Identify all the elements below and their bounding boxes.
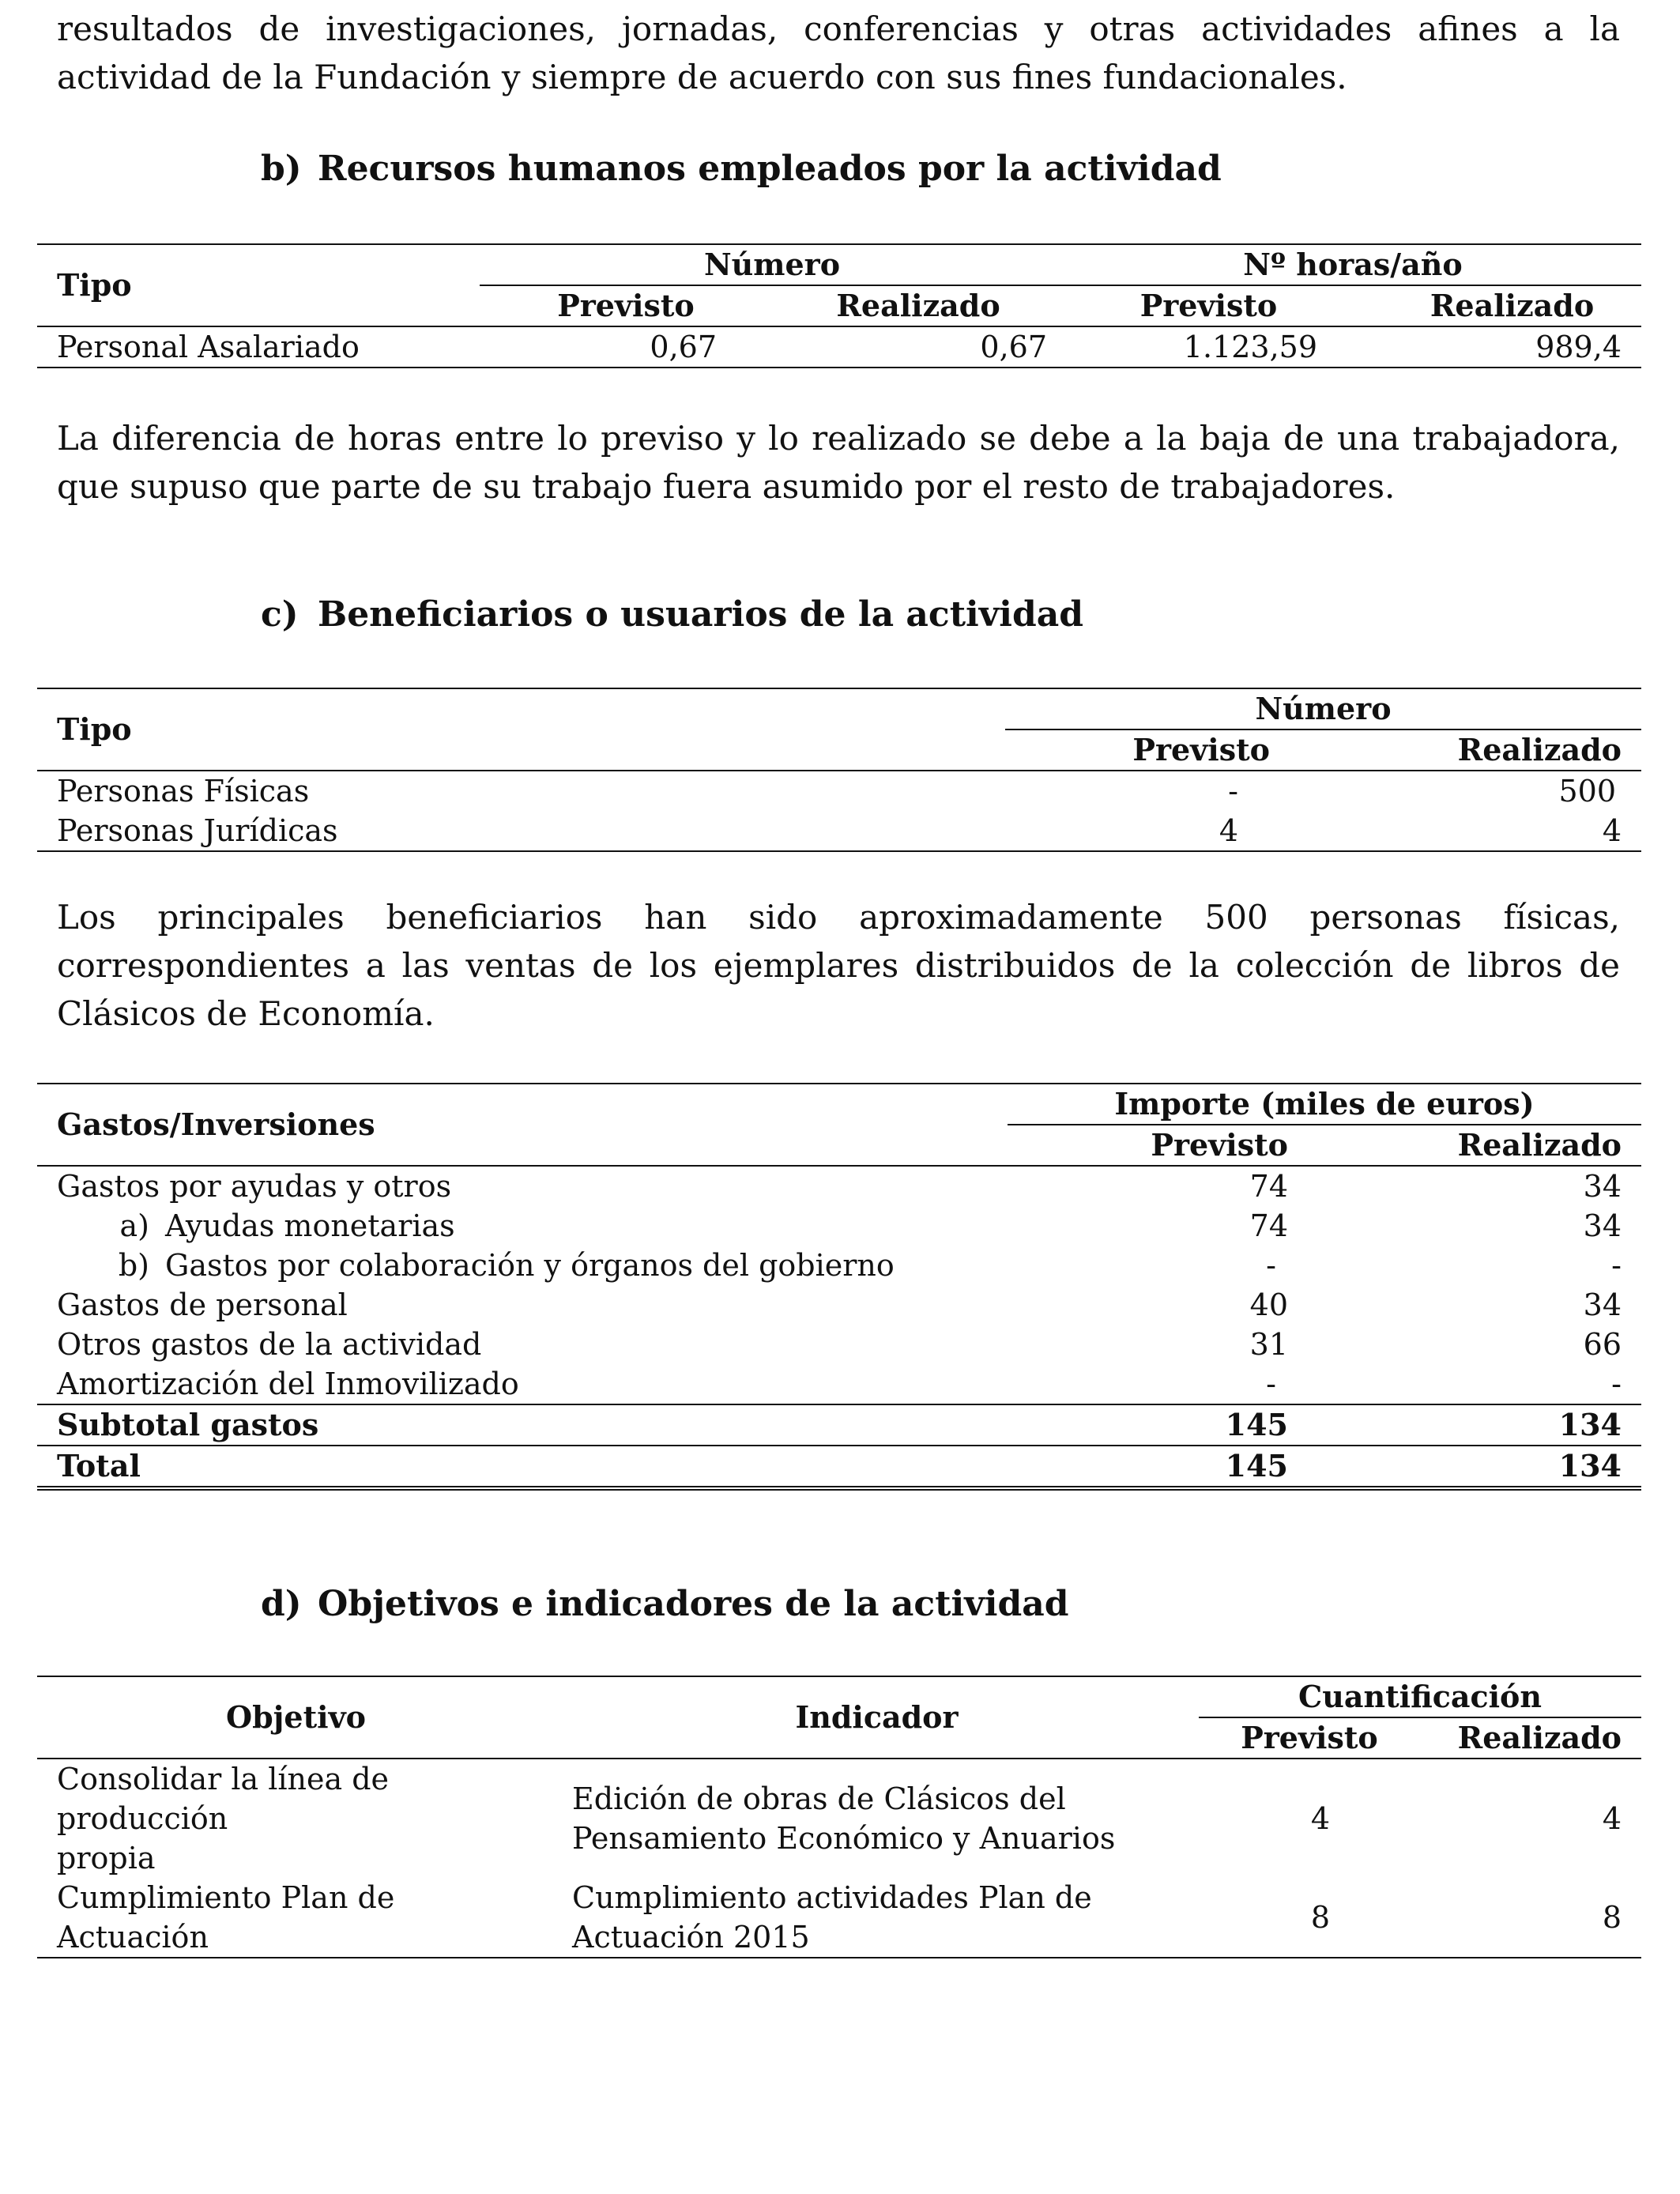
total-realizado: 134 [1558,1448,1622,1483]
objetivos-table [37,1676,1641,1958]
row-indicador [555,1759,1199,1878]
row-label: Amortización del Inmovilizado [57,1367,519,1401]
row-realizado: - [1611,1248,1622,1283]
row-num-previsto: 0,67 [650,330,717,364]
section-d-heading [261,1584,1069,1624]
row-indicador-line-2: Actuación 2015 [572,1920,810,1955]
table-row [37,1325,1641,1364]
subtotal-row [37,1404,1641,1446]
realizado-header: Realizado [1457,732,1622,767]
section-c-note: Los principales beneficiarios han sido aproximadamente 500 personas físicas, correspondientes a las ventas de los ejemplares distribuidos de la colección de libros de Clásicos de Economía. [57,898,1620,1033]
table-row [37,1878,1641,1958]
col-tipo-header: Tipo [37,244,480,326]
group-numero-header: Número [480,244,1064,285]
table-row [37,326,1641,368]
col-objetivo-header: Objetivo [37,1676,555,1759]
row-previsto: 74 [1249,1169,1288,1204]
row-previsto: 74 [1249,1208,1288,1243]
gastos-table [37,1083,1641,1491]
row-indicador-line-1: Edición de obras de Clásicos del [572,1781,1066,1816]
row-previsto: 8 [1310,1900,1331,1935]
col-concepto-header: Gastos/Inversiones [37,1084,1008,1166]
total-previsto: 145 [1225,1448,1288,1483]
row-indicador [555,1878,1199,1958]
row-previsto: 4 [1219,813,1238,848]
row-label: Gastos por ayudas y otros [57,1169,452,1204]
row-tipo: Personal Asalariado [57,330,360,364]
intro-line-1: resultados de investigaciones, jornadas, conferencias y otras actividades afines a la [57,9,1620,48]
group-horas-header: Nº horas/año [1064,244,1641,285]
section-d-letter: d) [261,1584,302,1624]
row-previsto: - [1228,774,1238,809]
intro-line-2: actividad de la Fundación y siempre de acuerdo con sus fines fundacionales. [57,58,1347,96]
horas-realizado-header: Realizado [1430,288,1595,323]
section-c-title: Beneficiarios o usuarios de la actividad [318,594,1084,635]
row-objetivo-line-1: Consolidar la línea de producción [57,1762,390,1836]
row-label-cell [37,1246,1008,1285]
total-label: Total [57,1448,141,1483]
realizado-header: Realizado [1457,1720,1622,1755]
row-tipo: Personas Jurídicas [57,813,338,848]
row-realizado: 34 [1583,1287,1622,1322]
total-row [37,1446,1641,1488]
row-realizado: 34 [1583,1208,1622,1243]
col-indicador-header: Indicador [555,1676,1199,1759]
row-prefix: b) [118,1248,149,1283]
row-indicador-line-1: Cumplimiento actividades Plan de [572,1880,1092,1915]
subtotal-label: Subtotal gastos [57,1407,319,1442]
horas-previsto-header: Previsto [1139,288,1278,323]
section-b-letter: b) [261,149,302,189]
row-realizado: 4 [1602,813,1622,848]
section-b-note: La diferencia de horas entre lo previso y lo realizado se debe a la baja de una trabajadora, que supuso que parte de su trabajo fuera asumido por el resto de trabajadores. [57,419,1620,506]
row-previsto: 4 [1310,1801,1331,1836]
row-objetivo-line-1: Cumplimiento Plan de Actuación [57,1880,395,1955]
row-objetivo [37,1878,555,1958]
previsto-header: Previsto [1241,1720,1378,1755]
group-cuantificacion-header: Cuantificación [1199,1676,1641,1717]
row-realizado: 500 [1558,774,1616,809]
row-realizado: 4 [1602,1801,1622,1836]
recursos-humanos-table [37,243,1641,368]
intro-paragraph [57,5,1620,101]
row-horas-realizado: 989,4 [1535,330,1622,364]
beneficiarios-table [37,688,1641,852]
section-b-heading [261,149,1222,189]
row-label-cell [37,1206,1008,1246]
row-previsto: - [1266,1367,1276,1401]
row-realizado: 66 [1583,1327,1622,1362]
row-num-realizado: 0,67 [980,330,1047,364]
table-row [37,811,1641,851]
table-row [37,1166,1641,1206]
group-importe-header: Importe (miles de euros) [1008,1084,1641,1125]
row-tipo: Personas Físicas [57,774,310,809]
previsto-header: Previsto [1151,1127,1288,1163]
row-label: Ayudas monetarias [165,1208,455,1243]
numero-previsto-header: Previsto [557,288,695,323]
table-row [37,771,1641,811]
table-row [37,1285,1641,1325]
col-tipo-header: Tipo [37,688,1005,771]
section-c-letter: c) [261,594,299,635]
section-c-heading [261,594,1083,635]
row-label: Otros gastos de la actividad [57,1327,482,1362]
table-row [37,1759,1641,1878]
previsto-header: Previsto [1132,732,1270,767]
realizado-header: Realizado [1457,1127,1622,1163]
row-objetivo-line-2: propia [57,1841,156,1875]
numero-realizado-header: Realizado [836,288,1000,323]
row-previsto: 40 [1249,1287,1288,1322]
table-row [37,1364,1641,1404]
subtotal-realizado: 134 [1558,1407,1622,1442]
section-b-title: Recursos humanos empleados por la actividad [318,149,1222,189]
row-label: Gastos por colaboración y órganos del gobierno [165,1248,895,1283]
row-realizado: 34 [1583,1169,1622,1204]
subtotal-previsto: 145 [1225,1407,1288,1442]
row-horas-previsto: 1.123,59 [1183,330,1317,364]
row-realizado: - [1611,1367,1622,1401]
row-previsto: 31 [1249,1327,1288,1362]
row-label: Gastos de personal [57,1287,348,1322]
section-d-title: Objetivos e indicadores de la actividad [318,1584,1069,1624]
row-realizado: 8 [1602,1900,1622,1935]
group-numero-header: Número [1005,688,1641,729]
row-objetivo [37,1759,555,1878]
table-row [37,1246,1641,1285]
row-indicador-line-2: Pensamiento Económico y Anuarios [572,1821,1116,1856]
row-prefix: a) [119,1208,149,1243]
row-previsto: - [1266,1248,1276,1283]
table-row [37,1206,1641,1246]
